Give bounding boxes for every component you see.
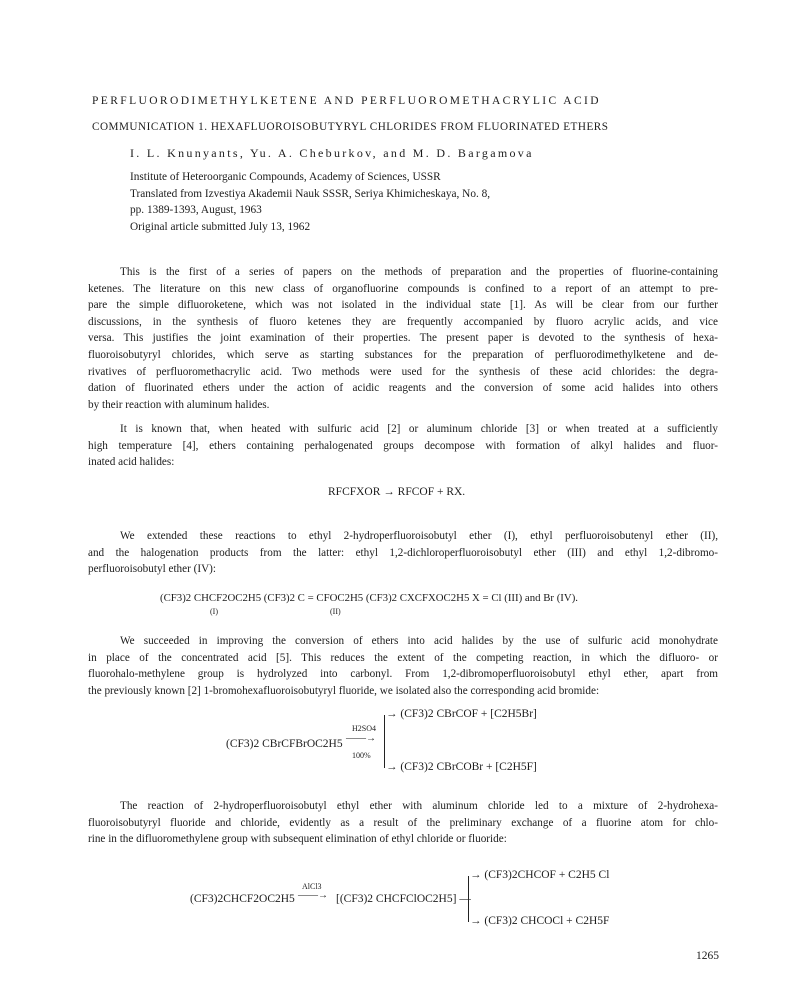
text-line: inated acid halides: <box>88 456 175 469</box>
text-line: rivatives of perfluoromethacrylic acid. Two methods were used for the synthesis of these acid chlorides: the degra- <box>88 365 718 378</box>
affiliation-line: Translated from Izvestiya Akademii Nauk SSSR, Seriya Khimicheskaya, No. 8, <box>130 187 491 200</box>
equation-3-arrow: ——→ <box>346 733 376 744</box>
text-line: ketenes. The literature on this new class of organofluorine compounds is confined to a report of an attempt to pre- <box>88 282 718 295</box>
page-number: 1265 <box>696 950 719 962</box>
text-line: and the halogenation products from the latter: ethyl 1,2-dichloroperfluoroisobutyl ether (III) and ethyl 1,2-dibromo- <box>88 546 718 559</box>
text-line: by their reaction with aluminum halides. <box>88 398 270 411</box>
affiliation-line: pp. 1389-1393, August, 1963 <box>130 204 262 217</box>
text-line: We succeeded in improving the conversion of ethers into acid halides by the use of sulfuric acid monohydrate <box>120 635 718 647</box>
text-line: pare the simple difluoroketene, which was not isolated in the individual state [1]. As will be clear from our further <box>88 299 718 312</box>
equation-3-product-2: → (CF3)2 CBrCOBr + [C2H5F] <box>386 761 537 773</box>
text-line: It is known that, when heated with sulfuric acid [2] or aluminum chloride [3] or when treated at a sufficiently <box>120 423 718 435</box>
equation-4-reactant: (CF3)2CHCF2OC2H5 <box>190 893 295 905</box>
paragraph-known <box>88 421 718 471</box>
affiliation-block <box>130 169 490 235</box>
equation-3-reactant: (CF3)2 CBrCFBrOC2H5 <box>226 738 343 750</box>
text-line: discussions, in the synthesis of fluoro ketenes they are frequently accompanied by fluoro acrylic acids, and vice <box>88 315 718 328</box>
paper-title: PERFLUORODIMETHYLKETENE AND PERFLUOROMETHACRYLIC ACID <box>92 95 601 107</box>
equation-4-bracket <box>468 876 469 922</box>
equation-1: RFCFXOR → RFCOF + RX. <box>328 486 466 498</box>
paragraph-intro <box>88 264 718 413</box>
text-line: fluorohalo-methylene group is hydrolyzed into carbonyl. From 1,2-dibromoperfluoroisobutyl ethyl ether, apart from <box>88 668 718 681</box>
text-line: the previously known [2] 1-bromohexafluoroisobutyryl fluoride, we isolated also the corresponding acid bromide: <box>88 684 600 697</box>
equation-4-product-1: → (CF3)2CHCOF + C2H5 Cl <box>470 869 610 881</box>
text-line: fluoroisobutyryl chlorides, which serve as starting substances for the preparation of perfluorodimethylketene and de- <box>88 348 718 361</box>
paragraph-extended <box>88 528 718 578</box>
text-line: dation of fluorinated ethers under the action of acidic reagents and the conversion of some acid halides into others <box>88 382 718 395</box>
equation-2: (CF3)2 CHCF2OC2H5 (CF3)2 C = CFOC2H5 (CF3)2 CXCFXOC2H5 X = Cl (III) and Br (IV). <box>160 592 578 604</box>
paper-subtitle: COMMUNICATION 1. HEXAFLUOROISOBUTYRYL CHLORIDES FROM FLUORINATED ETHERS <box>92 121 609 133</box>
compound-label-i: (I) <box>210 607 218 616</box>
compound-label-ii: (II) <box>330 607 341 616</box>
text-line: The reaction of 2-hydroperfluoroisobutyl ethyl ether with aluminum chloride led to a mixture of 2-hydrohexa- <box>120 800 718 812</box>
equation-3-bracket <box>384 715 385 768</box>
equation-4-arrow: ——→ <box>298 890 328 901</box>
text-line: This is the first of a series of papers on the methods of preparation and the properties of fluorine-containing <box>120 266 718 278</box>
authors: I. L. Knunyants, Yu. A. Cheburkov, and M. D. Bargamova <box>130 146 534 160</box>
text-line: high temperature [4], ethers containing perhalogenated groups decompose with formation of alkyl halides and fluor- <box>88 439 718 452</box>
equation-3-reagent: H2SO4 <box>352 724 377 733</box>
text-line: versa. This justifies the joint examination of their properties. The present paper is devoted to the synthesis of hexa- <box>88 332 718 345</box>
paragraph-improved <box>88 633 718 699</box>
text-line: We extended these reactions to ethyl 2-hydroperfluoroisobutyl ether (I), ethyl perfluoroisobutenyl ether (II), <box>120 530 718 542</box>
equation-4-product-2: → (CF3)2 CHCOCl + C2H5F <box>470 915 610 927</box>
paragraph-aluminum-chloride <box>88 798 718 848</box>
equation-3-condition: 100% <box>352 751 371 760</box>
equation-4-intermediate: [(CF3)2 CHCFClOC2H5] — <box>336 893 471 905</box>
affiliation-line: Original article submitted July 13, 1962 <box>130 220 311 233</box>
equation-4-reagent: AlCl3 <box>302 882 322 891</box>
equation-3-product-1: → (CF3)2 CBrCOF + [C2H5Br] <box>386 708 537 720</box>
text-line: in place of the concentrated acid [5]. This reduces the extent of the competing reaction, in which the difluoro- or <box>88 651 718 664</box>
text-line: perfluoroisobutyl ether (IV): <box>88 563 216 576</box>
text-line: fluoroisobutyryl fluoride and chloride, evidently as a result of the preliminary exchange of a fluorine atom for chlo- <box>88 816 718 829</box>
text-line: rine in the difluoromethylene group with subsequent elimination of ethyl chloride or fluoride: <box>88 833 507 846</box>
affiliation-line: Institute of Heteroorganic Compounds, Academy of Sciences, USSR <box>130 171 441 183</box>
